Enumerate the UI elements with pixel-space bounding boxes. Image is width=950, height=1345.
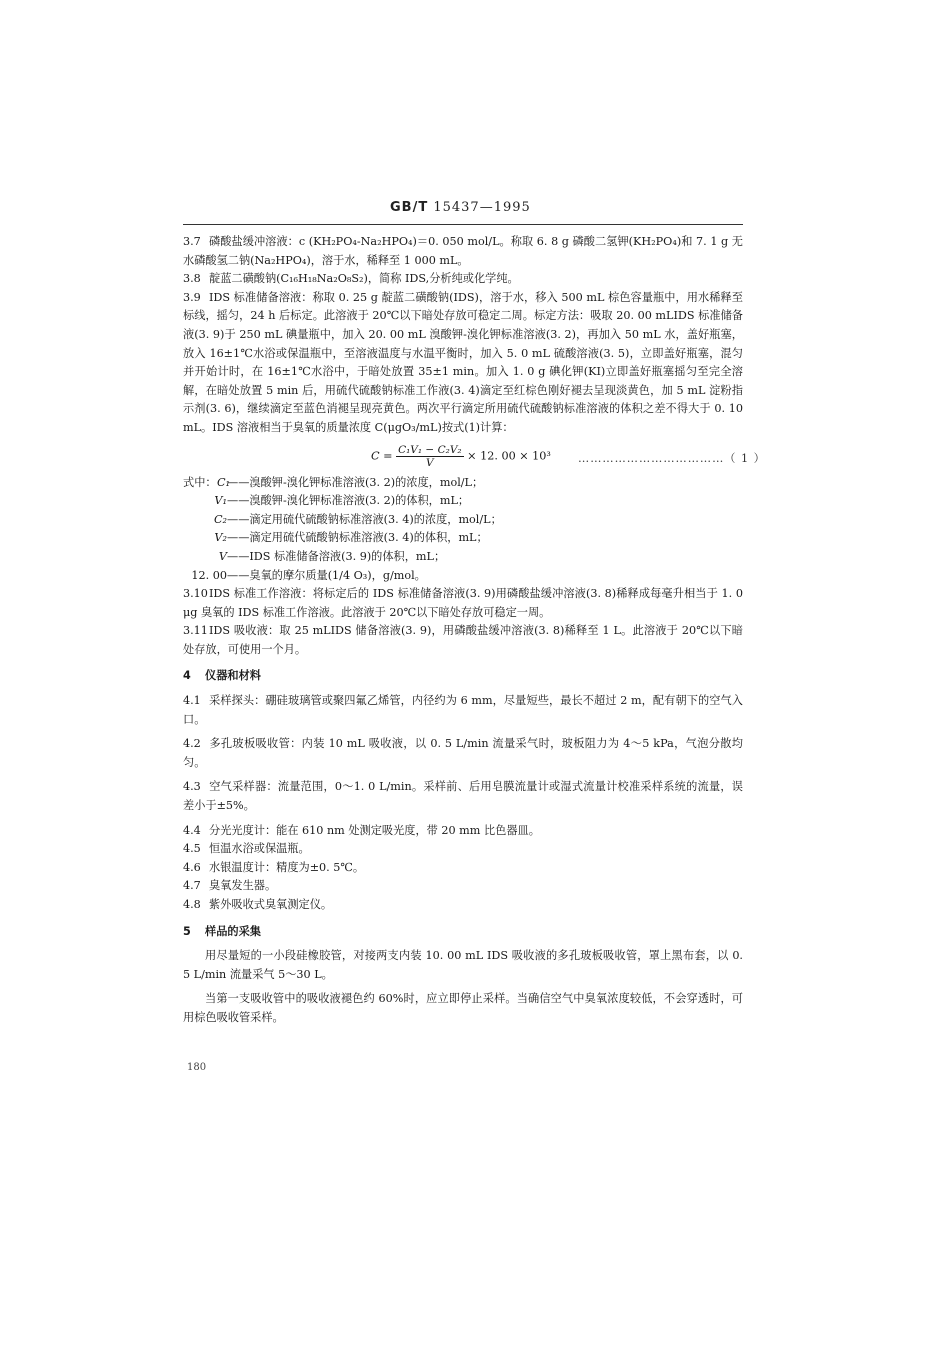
- clause-text: 臭氧发生器。: [209, 879, 277, 893]
- standard-number: 15437—1995: [433, 200, 531, 215]
- variable-desc: ——IDS 标准储备溶液(3. 9)的体积，mL；: [227, 549, 446, 563]
- formula-expression: [371, 444, 551, 469]
- clause-text: 空气采样器：流量范围，0～1. 0 L/min。采样前、后用皂膜流量计或湿式流量计校准采样系统的流量，误差小于±5%。: [183, 780, 743, 813]
- clause-4-6: [183, 859, 743, 878]
- paragraph-5b: 当第一支吸收管中的吸收液褪色约 60%时，应立即停止采样。当确信空气中臭氧浓度较低，不会穿透时，可用棕色吸收管采样。: [183, 992, 743, 1024]
- section-heading-4: [183, 667, 743, 686]
- variable-desc: ——滴定用硫代硫酸钠标准溶液(3. 4)的体积，mL；: [227, 531, 488, 545]
- clause-4-2: [183, 735, 743, 772]
- page-header: [390, 200, 531, 215]
- clause-4-5: [183, 840, 743, 859]
- formula-numerator: C₁V₁ − C₂V₂: [398, 443, 462, 456]
- variable-symbol: C₁: [217, 475, 231, 489]
- paragraph-5a: 用尽量短的一小段硅橡胶管，对接两支内装 10. 00 mL IDS 吸收液的多孔玻板吸收管，罩上黑布套，以 0. 5 L/min 流量采气 5～30 L。: [183, 949, 743, 981]
- variable-row: [183, 567, 743, 586]
- clause-number: 3.8: [183, 272, 201, 286]
- clause-text: 磷酸盐缓冲溶液：c (KH₂PO₄-Na₂HPO₄)＝0. 050 mol/L。称取 6. 8 g 磷酸二氢钾(KH₂PO₄)和 7. 1 g 无水磷酸氢二钠(Na₂HPO₄)，溶于水，稀释至 1 000 mL。: [183, 235, 743, 267]
- clause-number: 4.6: [183, 860, 201, 874]
- clause-number: 3.10: [183, 587, 208, 601]
- clause-number: 4.7: [183, 879, 201, 893]
- section-title: 仪器和材料: [205, 669, 261, 683]
- clause-number: 3.9: [183, 290, 201, 304]
- section-number: 5: [183, 924, 191, 938]
- clause-text: 恒温水浴或保温瓶。: [209, 842, 310, 856]
- clause-text: 紫外吸收式臭氧测定仪。: [209, 898, 333, 911]
- page-number: 180: [187, 1062, 207, 1073]
- clause-3-9: [183, 289, 743, 438]
- variable-row: [183, 548, 743, 567]
- clause-text: 多孔玻板吸收管：内装 10 mL 吸收液，以 0. 5 L/min 流量采气时，玻板阻力为 4～5 kPa，气泡分散均匀。: [183, 737, 743, 769]
- clause-number: 4.2: [183, 737, 201, 751]
- section-title: 样品的采集: [205, 924, 261, 938]
- variable-desc: ——臭氧的摩尔质量(1/4 O₃)，g/mol。: [227, 568, 426, 582]
- clause-3-7: [183, 233, 743, 270]
- clause-4-7: [183, 877, 743, 896]
- clause-number: 3.7: [183, 235, 201, 248]
- header-rule: [183, 224, 743, 225]
- variable-row: [183, 492, 743, 511]
- clause-number: 4.3: [183, 780, 201, 794]
- clause-number: 4.8: [183, 898, 201, 911]
- variable-row: [183, 529, 743, 548]
- clause-text: IDS 吸收液：取 25 mLIDS 储备溶液(3. 9)，用磷酸盐缓冲溶液(3. 8)稀释至 1 L。此溶液于 20℃以下暗处存放，可使用一个月。: [183, 624, 743, 656]
- clause-3-8: [183, 270, 743, 289]
- clause-text: IDS 标准储备溶液：称取 0. 25 g 靛蓝二磺酸钠(IDS)，溶于水，移入 500 mL 棕色容量瓶中，用水稀释至标线，摇匀，24 h 后标定。此溶液于 20℃以下暗处存放可稳定二周。标定方法：吸取 20. 00 mLIDS 标准储备液(3. 9)于 250 mL 碘量瓶中，加入 20. 00 mL 溴酸钾-溴化钾标准溶液(3. 2)，再加入 50 mL 水，盖好瓶塞，放入 16±1℃水浴或保温瓶中，至溶液温度与水温平衡时，加入 5. 0 mL 硫酸溶液(3. 5)，立即盖好瓶塞，混匀并开始计时，在 16±1℃水浴中，于暗处放置 35±1 min。加入 1. 0 g 碘化钾(KI)立即盖好瓶塞摇匀至完全溶解，在暗处放置 5 min 后，用硫代硫酸钠标准工作液(3. 4)滴定至红棕色刚好褪去呈现淡黄色，加 5 mL 淀粉指示剂(3. 6)，继续滴定至蓝色消褪呈现亮黄色。两次平行滴定所用硫代硫酸钠标准溶液的体积之差不得大于 0. 10 mL。IDS 溶液相当于臭氧的质量浓度 C(μgO₃/mL)按式(1)计算：: [183, 290, 743, 434]
- clause-text: 靛蓝二磺酸钠(C₁₆H₁₈Na₂O₈S₂)，简称 IDS,分析纯或化学纯。: [209, 272, 519, 286]
- formula-1: [183, 442, 766, 472]
- clause-text: IDS 标准工作溶液：将标定后的 IDS 标准储备溶液(3. 9)用磷酸盐缓冲溶液(3. 8)稀释成每毫升相当于 1. 0 μg 臭氧的 IDS 标准工作溶液。此溶液于 20℃以下暗处存放可稳定一周。: [183, 587, 743, 619]
- formula-number: ………………………………（ 1 ）: [578, 451, 766, 465]
- formula-denominator: V: [426, 456, 434, 469]
- clause-4-8: [183, 896, 743, 915]
- clause-4-4: [183, 822, 743, 841]
- variable-symbol: V₁: [214, 494, 227, 508]
- variable-symbol: V: [218, 549, 227, 563]
- clause-number: 4.1: [183, 694, 201, 708]
- where-label: 式中：: [183, 475, 217, 489]
- variable-row: [183, 474, 743, 493]
- section-heading-5: [183, 923, 743, 942]
- clause-text: 采样探头：硼硅玻璃管或聚四氟乙烯管，内径约为 6 mm，尽量短些，最长不超过 2 m，配有朝下的空气入口。: [183, 694, 743, 726]
- formula-lhs: C =: [371, 449, 393, 463]
- clause-text: 分光光度计：能在 610 nm 处测定吸光度，带 20 mm 比色器皿。: [209, 823, 540, 837]
- clause-3-11: [183, 622, 743, 659]
- section-number: 4: [183, 669, 191, 683]
- clause-text: 水银温度计：精度为±0. 5℃。: [209, 860, 365, 874]
- clause-4-3: [183, 778, 743, 815]
- clause-number: 4.5: [183, 842, 201, 856]
- formula-fraction: [396, 444, 464, 469]
- variable-list: [183, 474, 743, 586]
- variable-desc: ——溴酸钾-溴化钾标准溶液(3. 2)的浓度，mol/L；: [227, 475, 484, 489]
- clause-number: 4.4: [183, 823, 201, 837]
- body-content: [183, 233, 766, 1028]
- formula-rhs: × 12. 00 × 10³: [467, 449, 551, 463]
- clause-4-1: [183, 692, 743, 729]
- clause-3-10: [183, 585, 743, 622]
- clause-number: 3.11: [183, 624, 208, 638]
- standard-prefix: GB/T: [390, 200, 429, 215]
- variable-row: [183, 511, 743, 530]
- variable-symbol: 12. 00: [191, 568, 227, 582]
- variable-symbol: C₂: [213, 512, 227, 526]
- variable-symbol: V₂: [214, 531, 227, 545]
- variable-desc: ——溴酸钾-溴化钾标准溶液(3. 2)的体积，mL；: [227, 494, 470, 508]
- variable-desc: ——滴定用硫代硫酸钠标准溶液(3. 4)的浓度，mol/L；: [227, 512, 502, 526]
